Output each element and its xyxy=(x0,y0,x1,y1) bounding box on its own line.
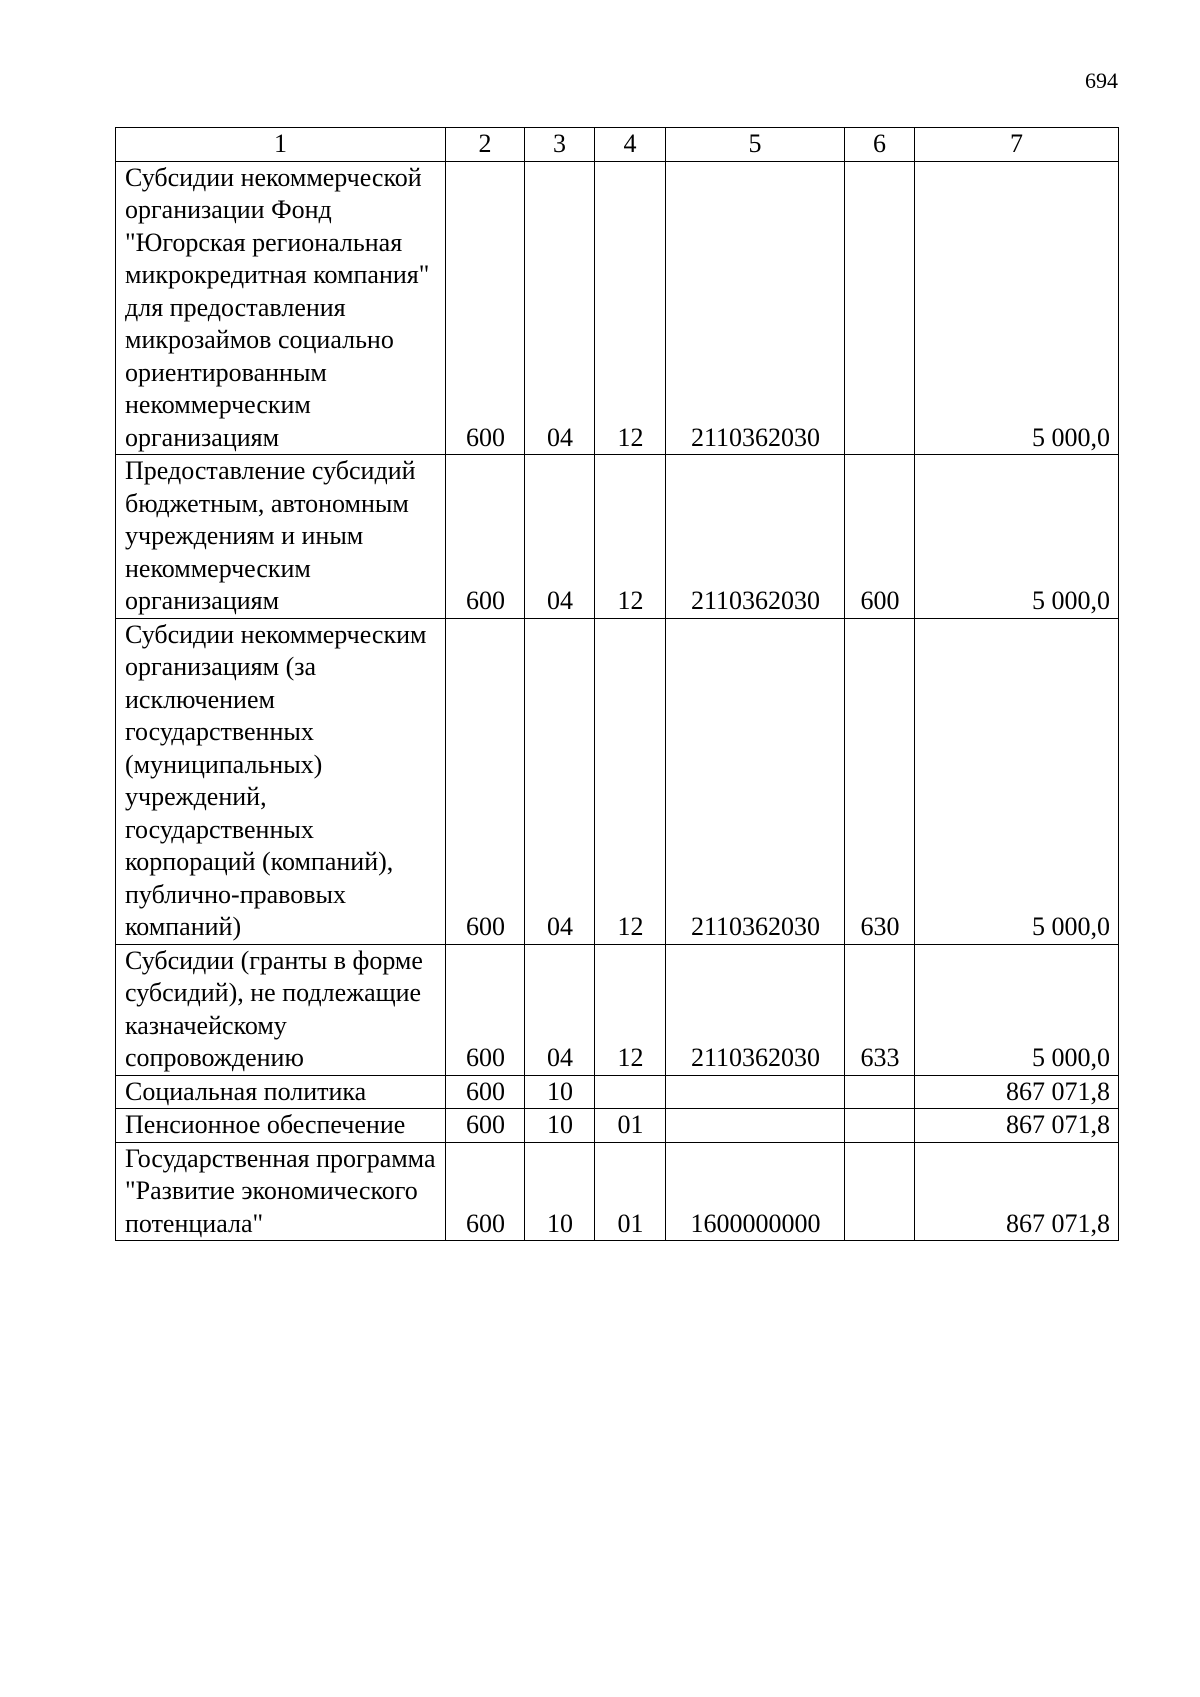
row-col-2: 600 xyxy=(446,455,525,619)
row-col-6 xyxy=(845,1109,915,1143)
row-col-7: 5 000,0 xyxy=(915,455,1119,619)
row-col-2: 600 xyxy=(446,944,525,1075)
table-row xyxy=(116,1075,1119,1109)
row-name: Пенсионное обеспечение xyxy=(116,1109,446,1143)
row-col-6 xyxy=(845,1075,915,1109)
row-col-7: 867 071,8 xyxy=(915,1109,1119,1143)
table-row xyxy=(116,1109,1119,1143)
row-col-2: 600 xyxy=(446,161,525,455)
header-col-3: 3 xyxy=(525,128,595,162)
row-name: Субсидии некоммерческой организации Фонд "Югорская региональная микрокредитная компания" для предоставления микрозаймов социально ориентированным некоммерческим организациям xyxy=(116,161,446,455)
row-col-7: 867 071,8 xyxy=(915,1075,1119,1109)
header-col-2: 2 xyxy=(446,128,525,162)
header-row xyxy=(116,128,1119,162)
row-col-4: 12 xyxy=(595,161,666,455)
table-row xyxy=(116,618,1119,944)
row-col-7: 5 000,0 xyxy=(915,944,1119,1075)
row-name: Предоставление субсидий бюджетным, автономным учреждениям и иным некоммерческим организациям xyxy=(116,455,446,619)
row-col-4: 12 xyxy=(595,944,666,1075)
header-col-4: 4 xyxy=(595,128,666,162)
header-col-6: 6 xyxy=(845,128,915,162)
table-body xyxy=(116,161,1119,1241)
table-header xyxy=(116,128,1119,162)
page-number: 694 xyxy=(1085,68,1118,93)
row-col-5 xyxy=(666,1075,845,1109)
table-row xyxy=(116,455,1119,619)
row-col-2: 600 xyxy=(446,1142,525,1241)
header-col-7: 7 xyxy=(915,128,1119,162)
row-col-3: 04 xyxy=(525,161,595,455)
row-col-5: 2110362030 xyxy=(666,455,845,619)
row-col-2: 600 xyxy=(446,1075,525,1109)
header-col-1: 1 xyxy=(116,128,446,162)
row-col-3: 10 xyxy=(525,1109,595,1143)
table-row xyxy=(116,161,1119,455)
row-col-6: 633 xyxy=(845,944,915,1075)
table-row xyxy=(116,944,1119,1075)
row-col-6: 600 xyxy=(845,455,915,619)
row-col-5 xyxy=(666,1109,845,1143)
row-col-3: 04 xyxy=(525,618,595,944)
row-col-2: 600 xyxy=(446,1109,525,1143)
row-col-4: 01 xyxy=(595,1109,666,1143)
table-row xyxy=(116,1142,1119,1241)
row-col-5: 2110362030 xyxy=(666,161,845,455)
row-col-7: 5 000,0 xyxy=(915,618,1119,944)
row-col-3: 10 xyxy=(525,1075,595,1109)
row-col-2: 600 xyxy=(446,618,525,944)
row-col-3: 10 xyxy=(525,1142,595,1241)
row-col-5: 1600000000 xyxy=(666,1142,845,1241)
header-col-5: 5 xyxy=(666,128,845,162)
row-col-4: 01 xyxy=(595,1142,666,1241)
row-col-4: 12 xyxy=(595,455,666,619)
row-col-6 xyxy=(845,161,915,455)
row-col-6 xyxy=(845,1142,915,1241)
row-col-4 xyxy=(595,1075,666,1109)
row-name: Государственная программа "Развитие экономического потенциала" xyxy=(116,1142,446,1241)
budget-table xyxy=(115,127,1119,1241)
row-name: Субсидии некоммерческим организациям (за исключением государственных (муниципальных) учреждений, государственных корпораций (компаний), публично-правовых компаний) xyxy=(116,618,446,944)
row-col-3: 04 xyxy=(525,944,595,1075)
row-col-5: 2110362030 xyxy=(666,944,845,1075)
row-col-5: 2110362030 xyxy=(666,618,845,944)
row-col-7: 867 071,8 xyxy=(915,1142,1119,1241)
row-col-3: 04 xyxy=(525,455,595,619)
row-col-7: 5 000,0 xyxy=(915,161,1119,455)
row-name: Социальная политика xyxy=(116,1075,446,1109)
row-col-6: 630 xyxy=(845,618,915,944)
row-col-4: 12 xyxy=(595,618,666,944)
row-name: Субсидии (гранты в форме субсидий), не подлежащие казначейскому сопровождению xyxy=(116,944,446,1075)
